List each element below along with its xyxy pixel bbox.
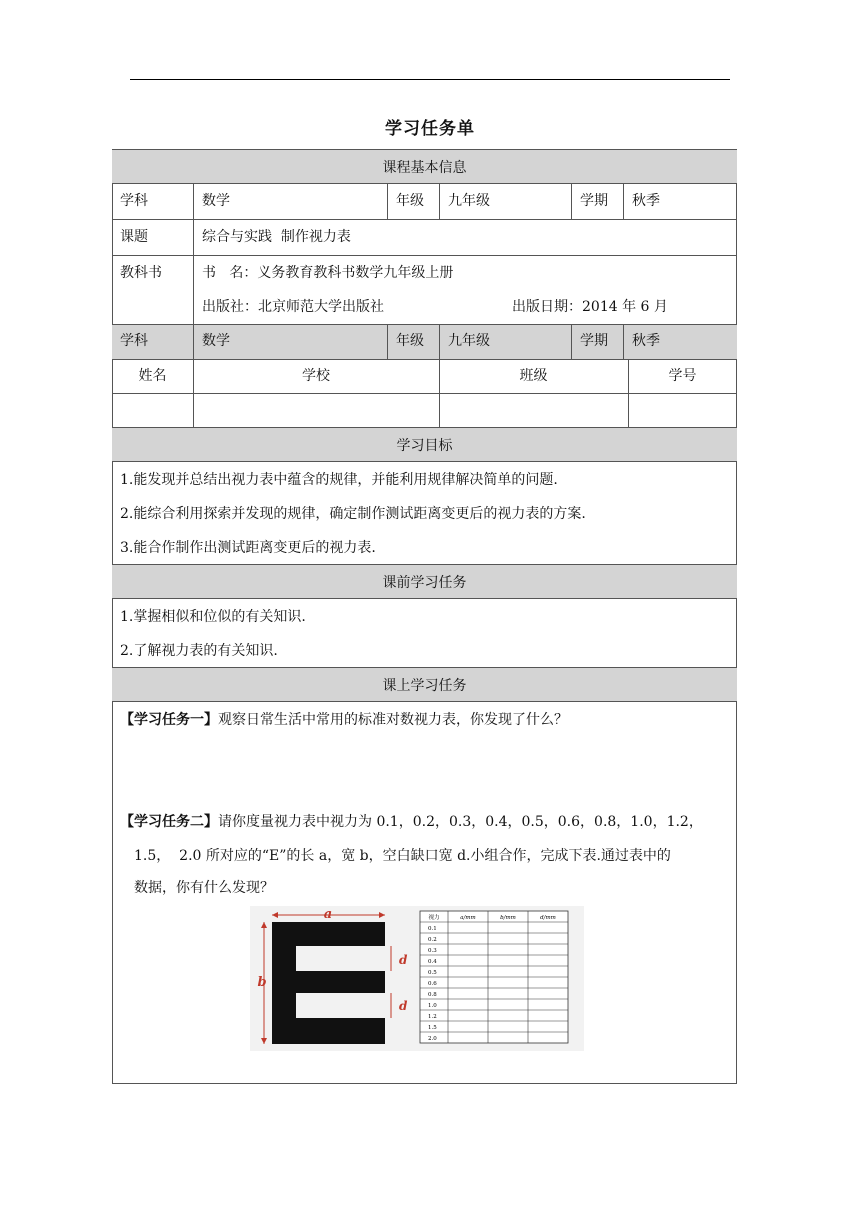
col-divider xyxy=(571,324,572,359)
e-gap-upper xyxy=(296,946,385,971)
arrow-down-icon xyxy=(261,1038,267,1044)
arrow-up-icon xyxy=(261,922,267,928)
measurement-table-row-label: 0.1 xyxy=(428,926,437,932)
measurement-table-header: a/mm xyxy=(460,915,476,921)
eye-chart-figure xyxy=(250,906,584,1051)
name-field[interactable] xyxy=(113,394,193,427)
measurement-table-row-label: 1.0 xyxy=(428,1003,437,1009)
dim-label-a: a xyxy=(323,907,333,922)
section-in-class-label: 课上学习任务 xyxy=(382,677,467,694)
row-divider xyxy=(112,359,737,360)
col-divider xyxy=(623,184,624,219)
section-basic-info xyxy=(112,149,737,184)
letter-e-diagram xyxy=(250,906,584,1051)
pre-task-item: 1.掌握相似和位似的有关知识. xyxy=(120,609,306,625)
measurement-table-header: 视力 xyxy=(428,915,440,921)
col-divider xyxy=(439,324,440,359)
measurement-table-header: b/mm xyxy=(500,915,516,921)
row-divider xyxy=(112,255,737,256)
term-label: 学期 xyxy=(580,193,608,209)
term-value: 秋季 xyxy=(632,193,660,209)
task-one xyxy=(120,710,568,730)
e-gap-lower xyxy=(296,993,385,1018)
measurement-table-row-label: 0.5 xyxy=(428,970,437,976)
textbook-name: 书 名：义务教育教科书数学九年级上册 xyxy=(202,265,454,281)
measurement-table-row-label: 0.8 xyxy=(428,992,437,998)
objective-item: 3.能合作制作出测试距离变更后的视力表. xyxy=(120,540,376,556)
task-two-line-2: 1.5， 2.0 所对应的“E”的长 a，宽 b，空白缺口宽 d.小组合作，完成下表.通过表中的 xyxy=(134,848,671,864)
col-divider xyxy=(193,255,194,324)
col-divider xyxy=(387,184,388,219)
col-divider xyxy=(439,184,440,219)
objective-item: 2.能综合利用探索并发现的规律，确定制作测试距离变更后的视力表的方案. xyxy=(120,506,586,522)
header-rule xyxy=(130,79,730,80)
arrow-left-icon xyxy=(272,912,278,918)
grade-value: 九年级 xyxy=(448,193,490,209)
student-grade-label: 年级 xyxy=(396,333,424,349)
school-header: 学校 xyxy=(302,368,330,384)
section-basic-info-label: 课程基本信息 xyxy=(382,159,467,176)
objective-item: 1.能发现并总结出视力表中蕴含的规律，并能利用规律解决简单的问题. xyxy=(120,472,558,488)
page-title: 学习任务单 xyxy=(385,119,475,139)
row-divider xyxy=(112,219,737,220)
dim-label-d-upper: d xyxy=(399,953,408,967)
col-divider xyxy=(193,184,194,219)
measurement-table-row-label: 0.6 xyxy=(428,981,437,987)
subject-label: 学科 xyxy=(120,193,148,209)
class-field[interactable] xyxy=(440,394,628,427)
e-letter-body xyxy=(272,922,385,1044)
task-two-label: 【学习任务二】 xyxy=(120,814,218,830)
col-divider xyxy=(571,184,572,219)
section-pre-class-label: 课前学习任务 xyxy=(382,574,467,591)
pre-task-item: 2.了解视力表的有关知识. xyxy=(120,643,278,659)
student-id-header: 学号 xyxy=(668,368,697,384)
task-two-line-3: 数据，你有什么发现？ xyxy=(134,880,274,896)
col-divider xyxy=(387,324,388,359)
col-divider xyxy=(623,324,624,359)
school-field[interactable] xyxy=(194,394,439,427)
col-divider xyxy=(193,324,194,359)
student-term-label: 学期 xyxy=(580,333,608,349)
dim-label-d-lower: d xyxy=(399,999,408,1013)
student-subject-label: 学科 xyxy=(120,333,148,349)
class-header: 班级 xyxy=(519,368,548,384)
task-two xyxy=(120,812,703,832)
student-id-field[interactable] xyxy=(629,394,736,427)
measurement-table-row-label: 1.2 xyxy=(428,1014,437,1020)
measurement-table-header: d/mm xyxy=(540,915,556,921)
measurement-table-row-label: 2.0 xyxy=(428,1036,437,1042)
textbook-label: 教科书 xyxy=(120,265,162,281)
student-term-value: 秋季 xyxy=(632,333,660,349)
arrow-right-icon xyxy=(379,912,385,918)
task-one-text: 观察日常生活中常用的标准对数视力表，你发现了什么？ xyxy=(218,712,568,728)
row-divider xyxy=(112,324,737,325)
section-objectives xyxy=(112,427,737,462)
grade-label: 年级 xyxy=(396,193,424,209)
dim-label-b: b xyxy=(257,975,267,990)
topic-label: 课题 xyxy=(120,229,148,245)
measurement-table-row-label: 0.4 xyxy=(428,959,437,965)
publisher: 出版社：北京师范大学出版社 xyxy=(202,299,384,315)
measurement-table xyxy=(420,911,568,1043)
col-divider xyxy=(193,219,194,255)
task-one-label: 【学习任务一】 xyxy=(120,712,218,728)
section-pre-class xyxy=(112,564,737,599)
measurement-table-row-label: 1.5 xyxy=(428,1025,437,1031)
name-header: 姓名 xyxy=(138,368,167,384)
student-grade-value: 九年级 xyxy=(448,333,490,349)
topic-value: 综合与实践 制作视力表 xyxy=(202,229,351,245)
subject-value: 数学 xyxy=(202,193,230,209)
measurement-table-row-label: 0.2 xyxy=(428,937,437,943)
section-in-class xyxy=(112,667,737,702)
publication-date: 出版日期：2014 年 6 月 xyxy=(512,299,668,315)
task-two-line-1: 请你度量视力表中视力为 0.1，0.2，0.3，0.4，0.5，0.6，0.8，1.0，1.2， xyxy=(218,814,703,830)
measurement-table-row-label: 0.3 xyxy=(428,948,437,954)
section-objectives-label: 学习目标 xyxy=(396,437,453,454)
student-subject-value: 数学 xyxy=(202,333,230,349)
